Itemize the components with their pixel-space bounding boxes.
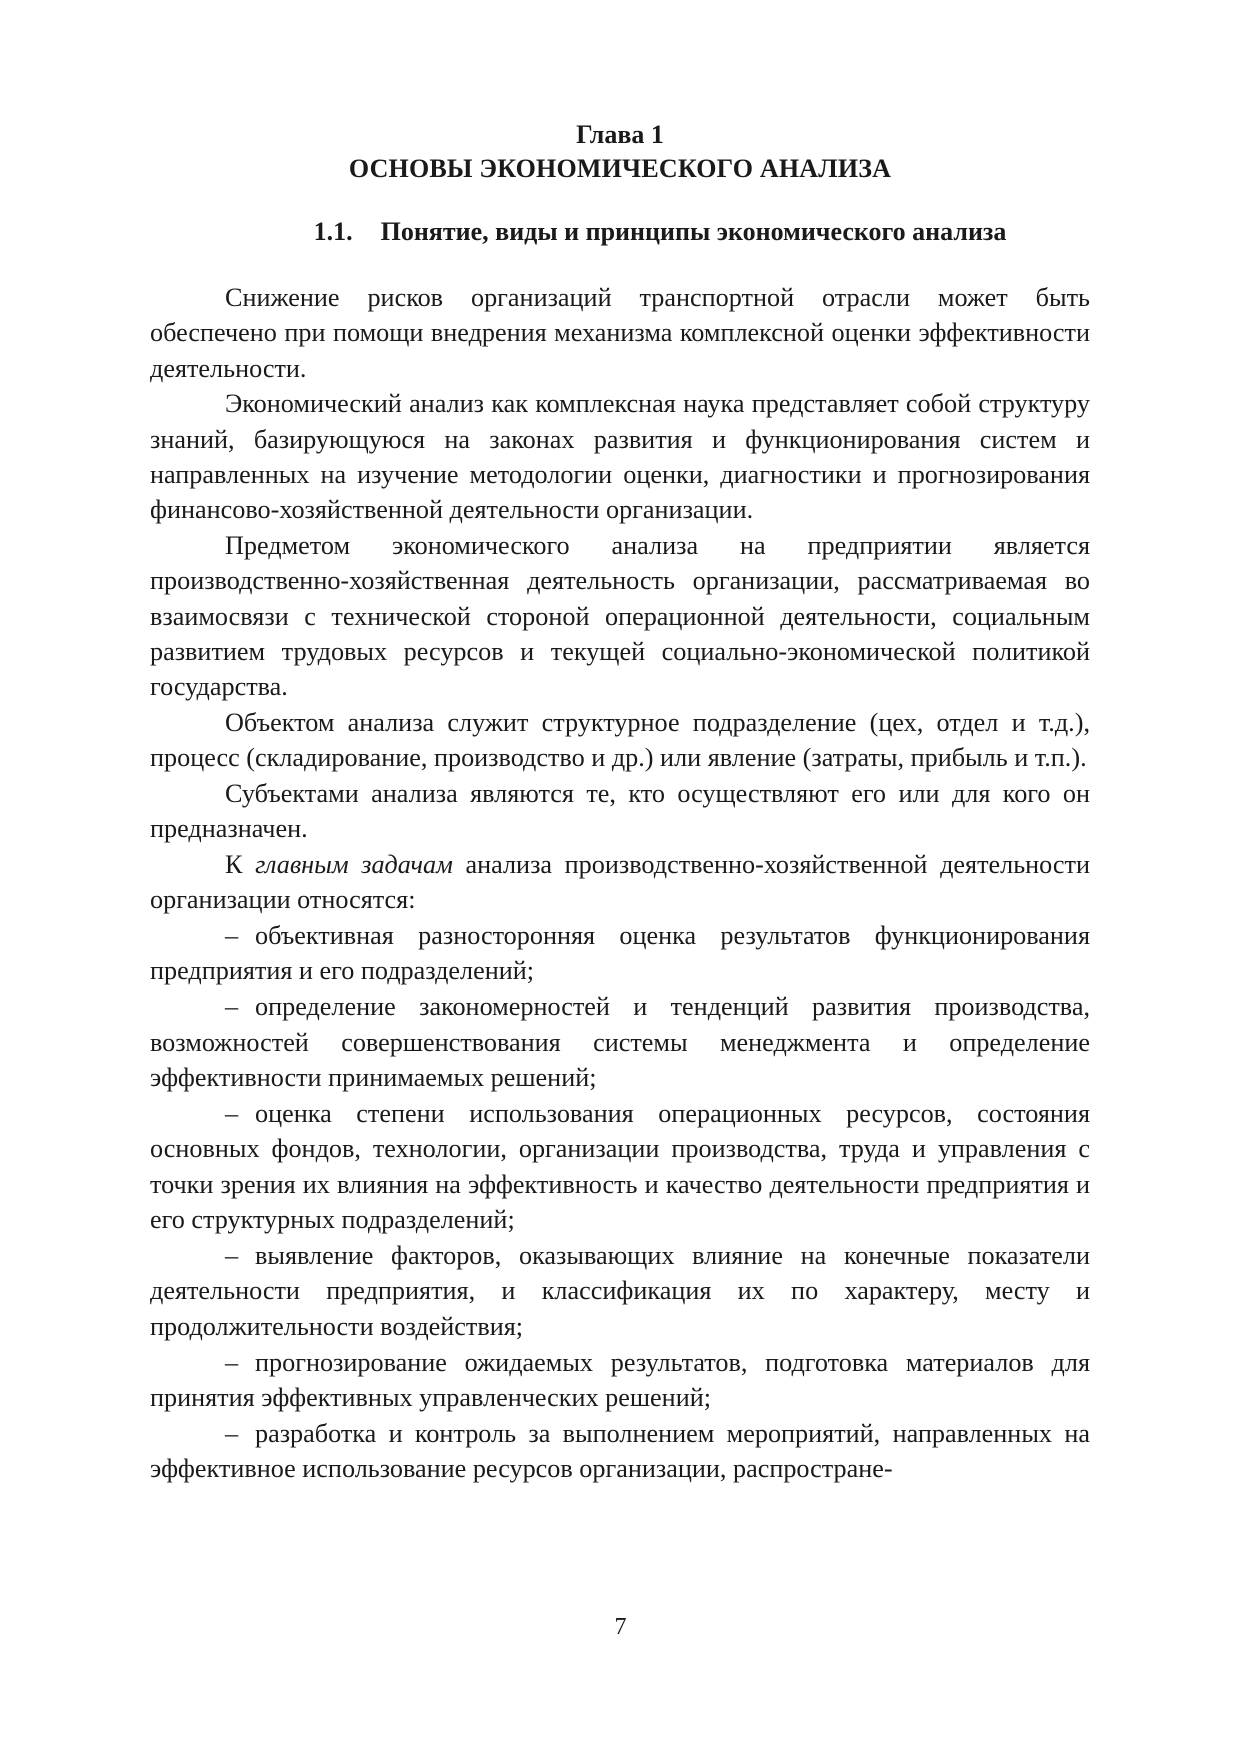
paragraph-6-end: анализа производственно-хозяйственной деятельности организации относятся:: [150, 849, 1090, 914]
paragraph-6-emphasis: главным задачам: [255, 849, 453, 879]
list-item-text: объективная разносторонняя оценка результатов функционирования предприятия и его подразделений;: [150, 920, 1090, 986]
task-list: [150, 917, 1090, 1487]
list-dash: –: [225, 992, 239, 1022]
list-dash: –: [225, 1347, 239, 1377]
paragraph-4: Объектом анализа служит структурное подразделение (цех, отдел и т.д.), процесс (складирование, производство и др.) или явление (затраты, прибыль и т.п.).: [150, 707, 1090, 773]
list-item: [150, 1095, 1090, 1237]
list-dash: –: [225, 1098, 239, 1128]
list-item: [150, 917, 1090, 988]
list-dash: –: [225, 1419, 239, 1448]
section-title: Понятие, виды и принципы экономического анализа: [380, 217, 1007, 246]
paragraph-5: Субъектами анализа являются те, кто осуществляют его или для кого он предназначен.: [150, 778, 1090, 844]
section-number: 1.1.: [313, 217, 353, 246]
list-dash: –: [225, 1240, 239, 1270]
document-page: [150, 118, 1090, 1487]
paragraph-6: [150, 847, 1090, 918]
chapter-label: Глава 1: [576, 120, 664, 149]
paragraph-1: Снижение рисков организаций транспортной отрасли может быть обеспечено при помощи внедрения механизма комплексной оценки эффективности деятельности.: [150, 283, 1090, 383]
list-item-text: определение закономерностей и тенденций развития производства, возможностей совершенствования системы менеджмента и определение эффективности принимаемых решений;: [150, 992, 1090, 1092]
paragraph-3: Предметом экономического анализа на предприятии является производственно-хозяйственная деятельность организации, рассматриваемая во взаимосвязи с технической стороной операционной деятельности, социальным развитием трудовых ресурсов и текущей социально-экономической политикой государства.: [150, 530, 1090, 702]
list-item: [150, 1344, 1090, 1415]
section-heading: [150, 215, 1090, 249]
list-item: [150, 989, 1090, 1096]
list-item-text: выявление факторов, оказывающих влияние на конечные показатели деятельности предприятия, и классификация их по характеру, месту и продолжительности воздействия;: [150, 1240, 1090, 1341]
list-item-text: разработка и контроль за выполнением мероприятий, направленных на эффективное использование ресурсов организации, распростране-: [150, 1419, 1090, 1484]
list-item: [150, 1416, 1090, 1487]
list-item-text: прогнозирование ожидаемых результатов, подготовка материалов для принятия эффективных управленческих решений;: [150, 1347, 1090, 1413]
list-dash: –: [225, 920, 239, 950]
page-number: 7: [614, 1614, 627, 1640]
paragraph-6-start: К: [225, 849, 256, 879]
body-text: [150, 280, 1090, 1487]
list-item-text: оценка степени использования операционных ресурсов, состояния основных фондов, технологии, организации производства, труда и управления с точки зрения их влияния на эффективность и качество деятельности предприятия и его структурных подразделений;: [150, 1098, 1090, 1235]
list-item: [150, 1237, 1090, 1344]
chapter-title: ОСНОВЫ ЭКОНОМИЧЕСКОГО АНАЛИЗА: [348, 154, 892, 183]
paragraph-2: Экономический анализ как комплексная наука представляет собой структуру знаний, базирующуюся на законах развития и функционирования систем и направленных на изучение методологии оценки, диагностики и прогнозирования финансово-хозяйственной деятельности организации.: [150, 389, 1090, 525]
